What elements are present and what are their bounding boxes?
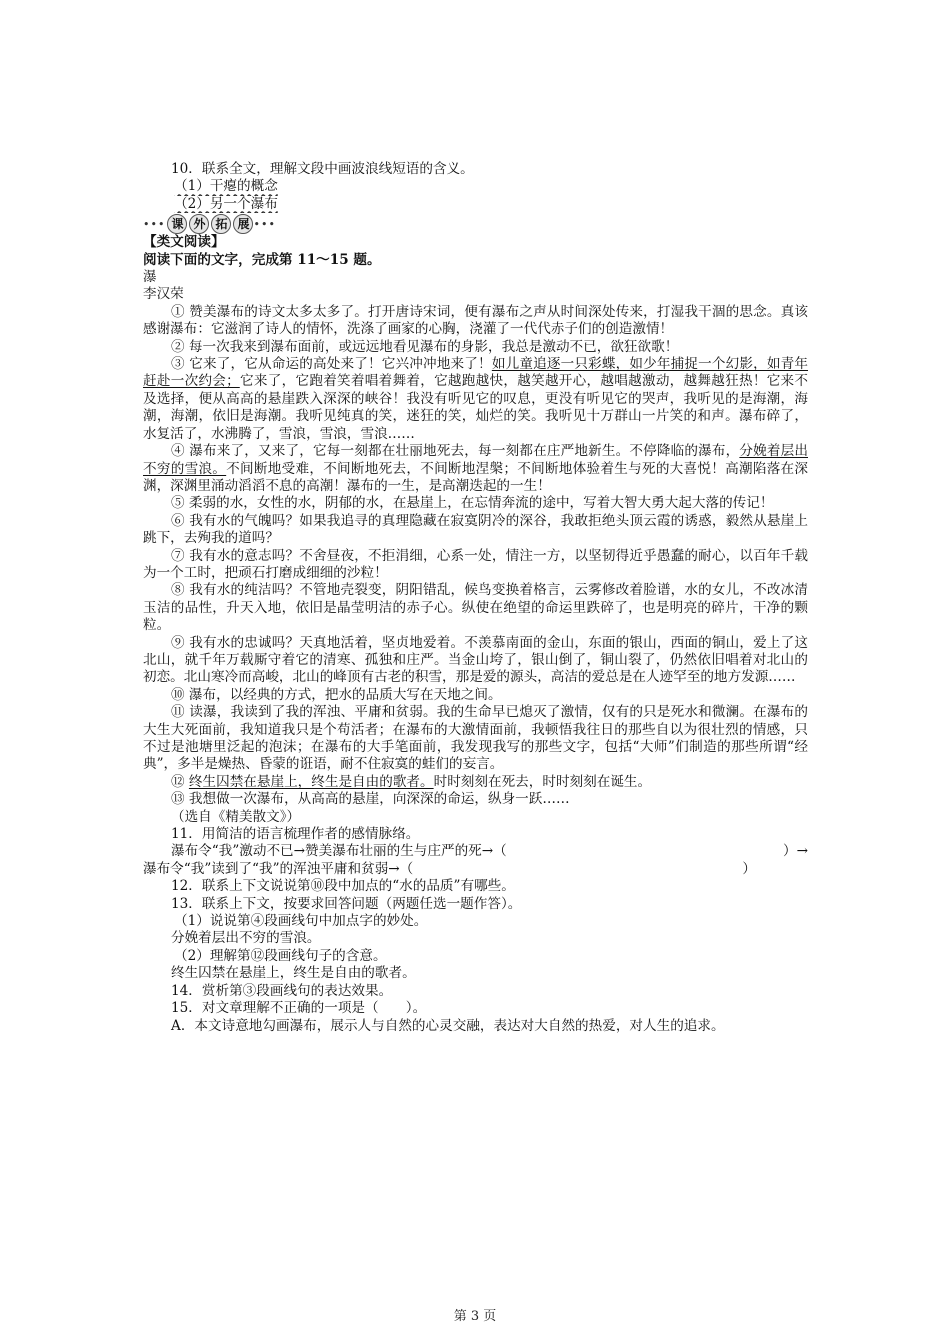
- question-10-item-1: [143, 178, 808, 195]
- question-15-option-a-wrap: [143, 1018, 808, 1035]
- paragraph-6: ⑥ 我有水的气魄吗？如果我追寻的真理隐藏在寂寞阴冷的深谷，我敢拒绝头顶云霞的诱惑，毅然从悬崖上跳下，去殉我的道吗？: [143, 512, 808, 547]
- paragraph-12: [143, 774, 808, 791]
- banner-dots-right: •••: [253, 217, 276, 231]
- section-banner: [143, 214, 808, 234]
- article-source: （选自《精美散文》）: [171, 808, 301, 825]
- page-content: [143, 161, 808, 1035]
- paragraph-8: ⑧ 我有水的纯洁吗？不管地壳裂变，阴阳错乱，候鸟变换着格言，云雾修改着脸谱，水的女儿，不改冰清玉洁的品性，升天入地，依旧是晶莹明洁的赤子心。纵使在绝望的命运里跌碎了，也是明亮的碎片，干净的颗粒。: [143, 582, 808, 634]
- paragraph-4: [143, 443, 808, 495]
- question-10-item-2: [143, 196, 808, 213]
- paragraph-4-start: ④ 瀑布来了，又来了，它每一刻都在壮丽地死去，每一刻都在庄严地新生。不停降临的瀑布，: [171, 443, 740, 460]
- question-13-item-2: （2）理解第⑫段画线句子的含意。: [174, 947, 387, 964]
- question-11-answer-line-2: [143, 861, 808, 878]
- paragraph-3-rest: 它来了，它跑着笑着唱着舞着，它越跑越快，越笑越开心，越唱越激动，越舞越狂热！它来不及选择，便从高高的悬崖跌入深深的峡谷！我没有听见它的叹息，更没有听见它的哭声，我听见的是海潮，海潮，海潮，依旧是海潮。我听见纯真的笑，迷狂的笑，灿烂的笑。我听见十万群山一片笑的和声。瀑布碎了，水复活了，水沸腾了，雪浪，雪浪，雪浪……: [143, 373, 809, 442]
- paragraph-3-start: ③ 它来了，它从命运的高处来了！它兴冲冲地来了！: [171, 356, 492, 373]
- banner-char: 课: [167, 214, 187, 234]
- section-heading: 【类文阅读】: [143, 234, 225, 251]
- banner-chars: [167, 214, 253, 234]
- question-15-option-a: A．本文诗意地勾画瀑布，展示人与自然的心灵交融，表达对大自然的热爱，对人生的追求。: [171, 1017, 725, 1034]
- banner-dots-left: •••: [143, 217, 166, 231]
- question-12: 12．联系上下文说说第⑩段中加点的“水的品质”有哪些。: [171, 878, 515, 895]
- question-13-item-2-quote: 终生囚禁在悬崖上，终生是自由的歌者。: [171, 965, 416, 982]
- question-11-answer-line-1: [143, 843, 808, 860]
- article-title: 瀑: [143, 269, 157, 286]
- paragraph-4-rest: 不间断地受难，不间断地死去，不间断地涅槃；不间断地体验着生与死的大喜悦！高潮陷落在深渊，深渊里涌动滔滔不息的高潮！瀑布的一生，是高潮迭起的一生！: [143, 460, 809, 494]
- paragraph-11: ⑪ 读瀑，我读到了我的浑浊、平庸和贫弱。我的生命早已熄灭了激情，仅有的只是死水和微澜。在瀑布的大生大死面前，我知道我只是个苟活者；在瀑布的大激情面前，我顿悟我往日的那些自以为很壮烈的情感，只不过是池塘里泛起的泡沫；在瀑布的大手笔面前，我发现我写的那些文字，包括“大师”们制造的那些所谓“经典”，多半是燥热、昏蒙的诳语，耐不住寂寞的蛙们的妄言。: [143, 704, 808, 773]
- question-15: 15．对文章理解不正确的一项是（ ）。: [171, 1000, 427, 1017]
- banner-char: 展: [233, 214, 253, 234]
- question-13-item-1: （1）说说第④段画线句中加点字的妙处。: [174, 913, 428, 930]
- underlined-sentence: 终生囚禁在悬崖上，终生是自由的歌者。: [188, 773, 434, 790]
- answer-prompt: 瀑布令“我”激动不已→赞美瀑布壮丽的生与庄严的死→（: [171, 843, 507, 860]
- question-13: 13．联系上下文，按要求回答问题（两题任选一题作答）。: [171, 895, 522, 912]
- answer-blank-end: ）: [742, 860, 756, 877]
- paragraph-10: ⑩ 瀑布，以经典的方式，把水的品质大写在天地之间。: [171, 686, 502, 703]
- banner-char: 外: [189, 214, 209, 234]
- article-author: 李汉荣: [143, 286, 184, 303]
- paragraph-9: ⑨ 我有水的忠诚吗？天真地活着，坚贞地爱着。不羡慕南面的金山，东面的银山，西面的铜山，爱上了这北山，就千年万载厮守着它的清寒、孤独和庄严。当金山垮了，银山倒了，铜山裂了，仍然依旧唱着对北山的初恋。北山寒冷而高峻，北山的峰顶有古老的积雪，那是爱的源头，高洁的爱总是在人迹罕至的地方发源……: [143, 634, 808, 686]
- question-14: 14．赏析第③段画线句的表达效果。: [171, 982, 393, 999]
- question-11: 11．用简洁的语言梳理作者的感情脉络。: [171, 826, 420, 843]
- question-13-item-1-quote: 分娩着层出不穷的雪浪。: [171, 930, 321, 947]
- wavy-phrase: （1）干瘪的概念: [174, 178, 278, 195]
- paragraph-12-rest: 时时刻刻在死去，时时刻刻在诞生。: [433, 773, 652, 790]
- paragraph-7: ⑦ 我有水的意志吗？不舍昼夜，不拒涓细，心系一处，情注一方，以坚韧得近乎愚蠢的耐心，以百年千载为一个工时，把顽石打磨成细细的沙粒！: [143, 547, 808, 581]
- underlined-sentence: 分娩着层出不穷的雪浪。: [143, 443, 808, 477]
- banner-char: 拓: [211, 214, 231, 234]
- question-10: 10．联系全文，理解文段中画波浪线短语的含义。: [171, 161, 474, 177]
- paragraph-3: [143, 356, 808, 443]
- underlined-sentence: 如儿童追逐一只彩蝶，如少年捕捉一个幻影，如青年赶赴一次约会；: [143, 356, 809, 390]
- paragraph-1: ① 赞美瀑布的诗文太多太多了。打开唐诗宋词，便有瀑布之声从时间深处传来，打湿我干涸的思念。真该感谢瀑布：它滋润了诗人的情怀，洗涤了画家的心胸，浇灌了一代代赤子们的创造激情！: [143, 303, 808, 338]
- wavy-phrase: （2）另一个瀑布: [174, 195, 278, 212]
- reading-instruction: 阅读下面的文字，完成第 11～15 题。: [143, 251, 381, 268]
- answer-prompt: 瀑布令“我”读到了“我”的浑浊平庸和贫弱→（: [143, 860, 414, 877]
- paragraph-13: ⑬ 我想做一次瀑布，从高高的悬崖，向深深的命运，纵身一跃……: [171, 791, 570, 808]
- paragraph-2: ② 每一次我来到瀑布面前，或远远地看见瀑布的身影，我总是激动不已，欲狂欲歌！: [171, 338, 679, 355]
- paragraph-5: ⑤ 柔弱的水，女性的水，阴郁的水，在悬崖上，在忘情奔流的途中，写着大智大勇大起大落的传记！: [171, 495, 774, 512]
- answer-blank-end: ）→: [783, 843, 808, 860]
- page-number: 第 3 页: [453, 1309, 497, 1324]
- paragraph-12-number: ⑫: [171, 773, 189, 790]
- article-body: [143, 304, 808, 826]
